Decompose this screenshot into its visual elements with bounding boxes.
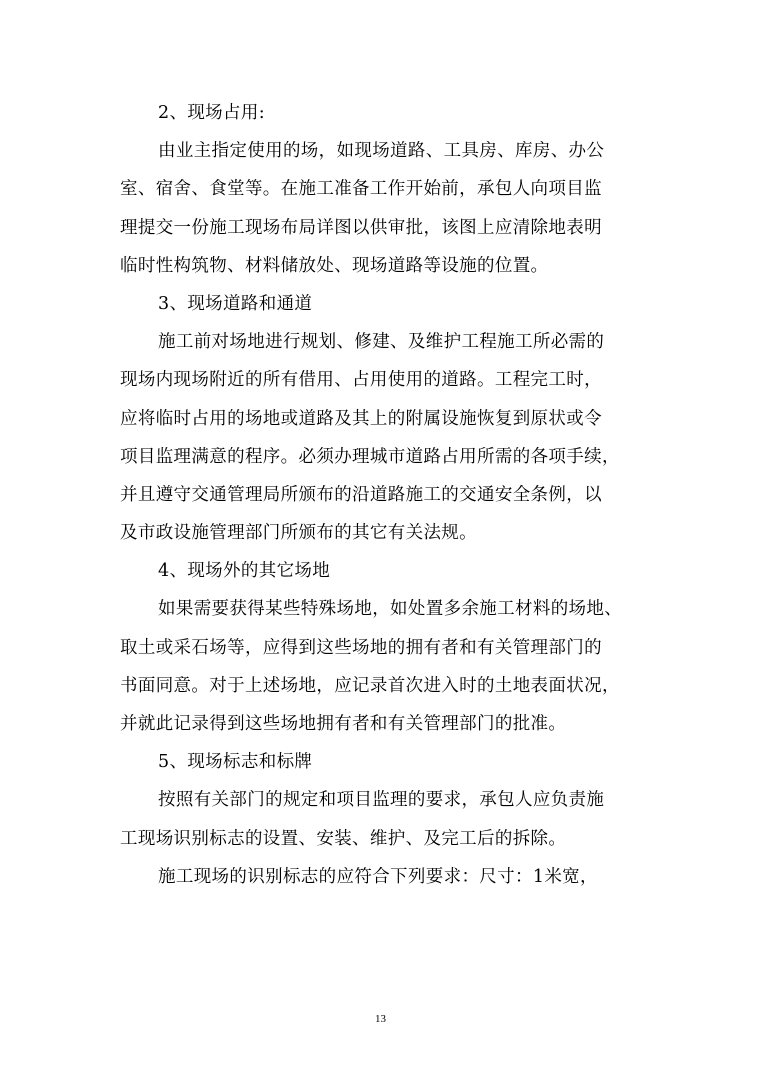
paragraph-line: 按照有关部门的规定和项目监理的要求，承包人应负责施 [158,790,605,811]
paragraph-line: 现场内现场附近的所有借用、占用使用的道路。工程完工时， [120,370,602,391]
heading-site-occupation: 2、现场占用: [158,103,265,123]
paragraph-line: 施工现场的识别标志的应符合下列要求：尺寸：1米宽， [158,866,598,887]
paragraph-line: 如果需要获得某些特殊场地，如处置多余施工材料的场地、 [158,599,623,620]
document-body [120,94,642,896]
paragraph-line: 书面同意。对于上述场地，应记录首次进入时的土地表面状况， [120,675,620,696]
paragraph-line: 及市政设施管理部门所颁布的其它有关法规。 [120,523,477,544]
paragraph-line: 施工前对场地进行规划、修建、及维护工程施工所必需的 [158,332,605,353]
paragraph-line: 取土或采石场等，应得到这些场地的拥有者和有关管理部门的 [120,637,602,658]
page-number: 13 [375,1013,386,1025]
paragraph-line: 室、宿舍、食堂等。在施工准备工作开始前，承包人向项目监 [120,179,602,200]
paragraph-line: 项目监理满意的程序。必须办理城市道路占用所需的各项手续， [120,446,620,467]
paragraph-line: 由业主指定使用的场，如现场道路、工具房、库房、办公 [158,141,605,162]
heading-offsite-areas: 4、现场外的其它场地 [158,561,331,582]
heading-site-roads: 3、现场道路和通道 [158,293,313,314]
heading-site-signs: 5、现场标志和标牌 [158,752,313,773]
paragraph-line: 临时性构筑物、材料储放处、现场道路等设施的位置。 [120,255,549,276]
paragraph-line: 理提交一份施工现场布局详图以供审批，该图上应清除地表明 [120,217,602,238]
paragraph-line: 工现场识别标志的设置、安装、维护、及完工后的拆除。 [120,828,567,849]
paragraph-line: 并且遵守交通管理局所颁布的沿道路施工的交通安全条例，以 [120,484,602,505]
paragraph-line: 应将临时占用的场地或道路及其上的附属设施恢复到原状或令 [120,408,602,429]
paragraph-line: 并就此记录得到这些场地拥有者和有关管理部门的批准。 [120,714,567,734]
